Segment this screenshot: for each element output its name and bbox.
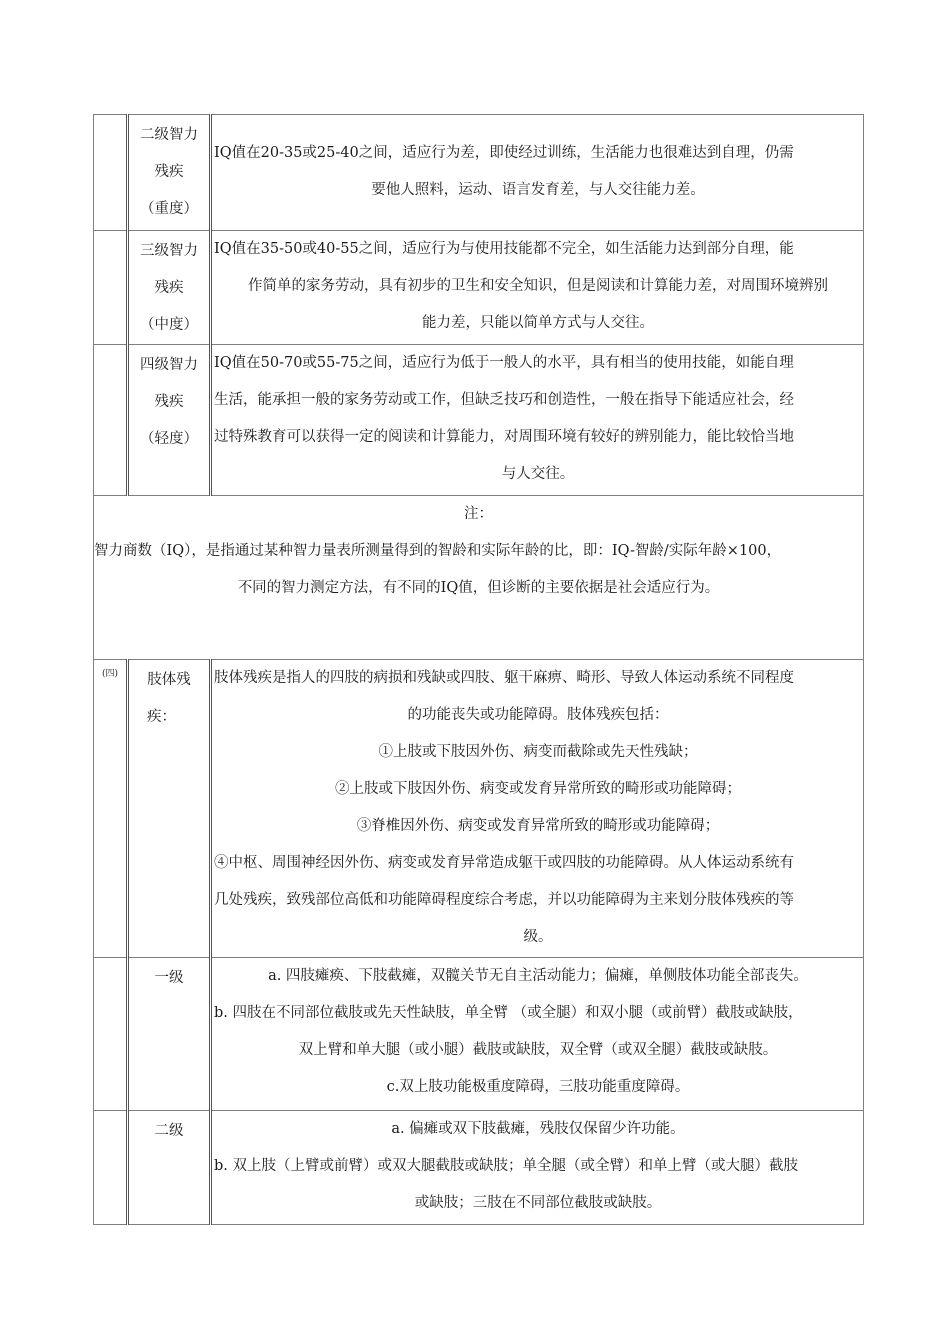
description-cell <box>211 231 864 345</box>
blank-cell <box>94 115 128 231</box>
blank-cell <box>94 231 128 345</box>
grade-label-line: （轻度） <box>140 431 198 447</box>
note-cell <box>94 496 864 660</box>
description-line: IQ值在50-70或55-75之间，适应行为低于一般人的水平，具有相当的使用技能，如能自理 <box>214 355 794 371</box>
description-line: c.双上肢功能极重度障碍，三肢功能重度障碍。 <box>386 1079 690 1095</box>
grade-label-line: 残疾 <box>154 280 184 296</box>
level-cell <box>128 1111 211 1225</box>
blank-cell <box>94 1111 128 1225</box>
table-row <box>94 1111 864 1225</box>
note-row <box>94 496 864 660</box>
category-label-line: 肢体残 <box>147 672 191 688</box>
grade-label-line: 残疾 <box>154 164 184 180</box>
grade-label-line: （重度） <box>140 201 198 217</box>
table-row <box>94 115 864 231</box>
note-line: 不同的智力测定方法，有不同的IQ值，但诊断的主要依据是社会适应行为。 <box>237 580 720 596</box>
table-row <box>94 345 864 496</box>
description-line: 过特殊教育可以获得一定的阅读和计算能力，对周围环境有较好的辨别能力，能比较恰当地 <box>214 429 794 445</box>
section-number: (四) <box>101 669 119 679</box>
description-line: 的功能丧失或功能障碍。肢体残疾包括： <box>407 707 669 723</box>
description-line: 与人交往。 <box>501 466 575 482</box>
description-line: 几处残疾，致残部位高低和功能障碍程度综合考虑，并以功能障碍为主来划分肢体残疾的等 <box>214 892 794 908</box>
section-number-cell <box>94 660 128 958</box>
description-line: 或缺肢；三肢在不同部位截肢或缺肢。 <box>414 1195 662 1211</box>
description-cell <box>211 345 864 496</box>
blank-cell <box>94 958 128 1111</box>
description-cell <box>211 115 864 231</box>
description-line: 双上臂和单大腿（或小腿）截肢或缺肢，双全臂（或双全腿）截肢或缺肢。 <box>298 1042 778 1058</box>
table-row <box>94 958 864 1111</box>
grade-label-line: （中度） <box>140 317 198 333</box>
description-line: IQ值在20-35或25-40之间，适应行为差，即使经过训练，生活能力也很难达到自理，仍需 <box>214 145 794 161</box>
grade-label-line: 残疾 <box>154 394 184 410</box>
description-line: a. 偏瘫或双下肢截瘫，残肢仅保留少许功能。 <box>391 1121 685 1137</box>
level-cell <box>128 958 211 1111</box>
description-cell <box>211 660 864 958</box>
description-line: ④中枢、周围神经因外伤、病变或发育异常造成躯干或四肢的功能障碍。从人体运动系统有 <box>214 855 794 871</box>
category-cell <box>128 660 211 958</box>
description-line: 要他人照料，运动、语言发育差，与人交往能力差。 <box>371 182 705 198</box>
level-label: 二级 <box>154 1123 184 1139</box>
description-line: 能力差，只能以简单方式与人交往。 <box>422 315 654 331</box>
category-label-line: 疾： <box>147 709 176 725</box>
grade-cell <box>128 115 211 231</box>
disability-table-page <box>93 114 857 1225</box>
grade-cell <box>128 231 211 345</box>
note-title: 注： <box>464 506 493 522</box>
description-line: 肢体残疾是指人的四肢的病损和残缺或四肢、躯干麻痹、畸形、导致人体运动系统不同程度 <box>214 670 794 686</box>
blank-cell <box>94 345 128 496</box>
description-line: ②上肢或下肢因外伤、病变或发育异常所致的畸形或功能障碍； <box>335 781 741 797</box>
grade-label-line: 三级智力 <box>140 243 198 259</box>
description-line: b. 四肢在不同部位截肢或先天性缺肢，单全臂 （或全腿）和双小腿（或前臂）截肢或缺肢， <box>214 1005 803 1021</box>
description-line: b. 双上肢（上臂或前臂）或双大腿截肢或缺肢；单全腿（或全臂）和单上臂（或大腿）截肢 <box>214 1158 798 1174</box>
grade-label-line: 二级智力 <box>140 127 198 143</box>
grade-cell <box>128 345 211 496</box>
description-line: a. 四肢瘫痪、下肢截瘫，双髋关节无自主活动能力；偏瘫，单侧肢体功能全部丧失。 <box>268 968 808 984</box>
disability-grade-table <box>93 114 864 1225</box>
description-line: 作简单的家务劳动，具有初步的卫生和安全知识，但是阅读和计算能力差，对周围环境辨别 <box>248 278 828 294</box>
level-label: 一级 <box>154 970 184 986</box>
description-line: ③脊椎因外伤、病变或发育异常所致的畸形或功能障碍； <box>356 818 720 834</box>
note-line: 智力商数（IQ），是指通过某种智力量表所测量得到的智龄和实际年龄的比，即：IQ-智龄/实际年龄×100， <box>94 543 782 559</box>
description-line: IQ值在35-50或40-55之间，适应行为与使用技能都不完全，如生活能力达到部分自理，能 <box>214 241 794 257</box>
description-line: 级。 <box>523 929 553 945</box>
description-line: 生活，能承担一般的家务劳动或工作，但缺乏技巧和创造性，一般在指导下能适应社会，经 <box>214 392 794 408</box>
description-cell <box>211 1111 864 1225</box>
description-line: ①上肢或下肢因外伤、病变而截除或先天性残缺； <box>378 744 698 760</box>
description-cell <box>211 958 864 1111</box>
table-row <box>94 660 864 958</box>
table-row <box>94 231 864 345</box>
grade-label-line: 四级智力 <box>140 357 198 373</box>
